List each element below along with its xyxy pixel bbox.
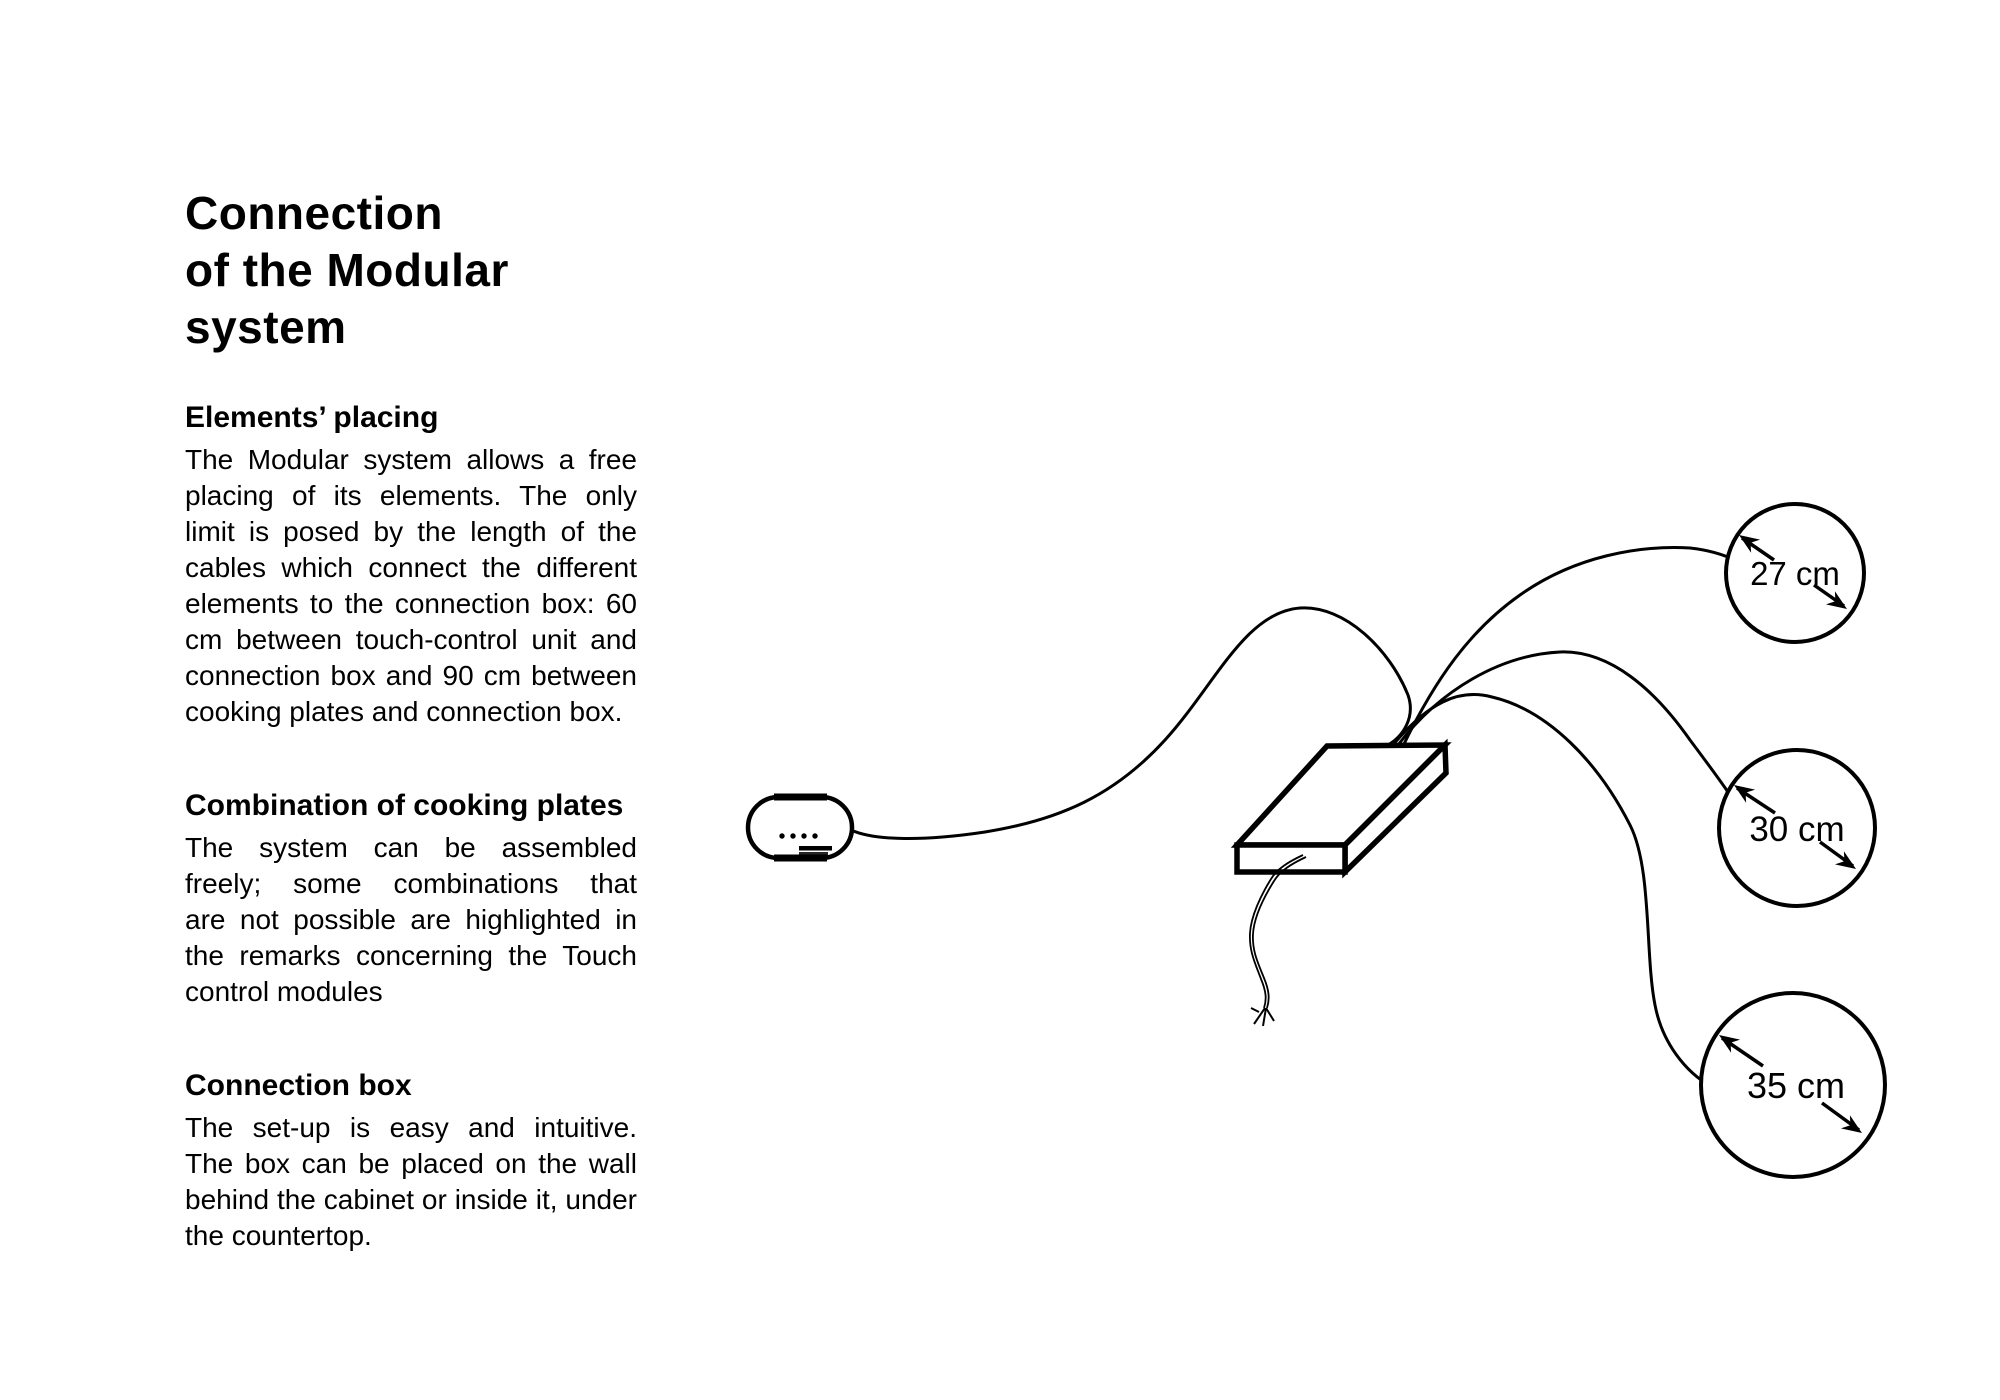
plate-diameter-label: 30 cm [1749, 810, 1845, 849]
section-heading: Connection box [185, 1069, 412, 1102]
plate-circle-35 [1701, 993, 1885, 1177]
title-line-2: of the Modular system [185, 244, 509, 353]
title-line-1: Connection [185, 187, 443, 239]
plate-diameter-label: 35 cm [1746, 1065, 1846, 1106]
plate-circle-30 [1719, 750, 1875, 906]
plate-diameter-label: 27 cm [1750, 555, 1840, 592]
touch-control-unit [748, 797, 852, 858]
power-cord-frayed-wires [1251, 1008, 1274, 1026]
section-body: The set-up is easy and intuitive. The box can be placed on the wall behind the cabinet or inside it, under the countertop. [185, 1112, 637, 1251]
section-body: The system can be assembled freely; some combinations that are not possible are highlighted in the remarks concerning the Touch control modules [185, 832, 637, 1007]
section-body: The Modular system allows a free placing of its elements. The only limit is posed by the length of the cables which connect the different elements to the connection box: 60 cm between touch-control unit and connection box and 90 cm between cooking plates and connection box. [185, 444, 637, 727]
section-heading: Elements’ placing [185, 401, 439, 434]
connection-box [1237, 745, 1446, 872]
plate-circle-27 [1726, 504, 1864, 642]
cable-plate-27 [1404, 548, 1735, 744]
section-heading: Combination of cooking plates [185, 789, 624, 822]
connection-box-front-face [1237, 845, 1345, 872]
power-cord [1250, 855, 1306, 1026]
